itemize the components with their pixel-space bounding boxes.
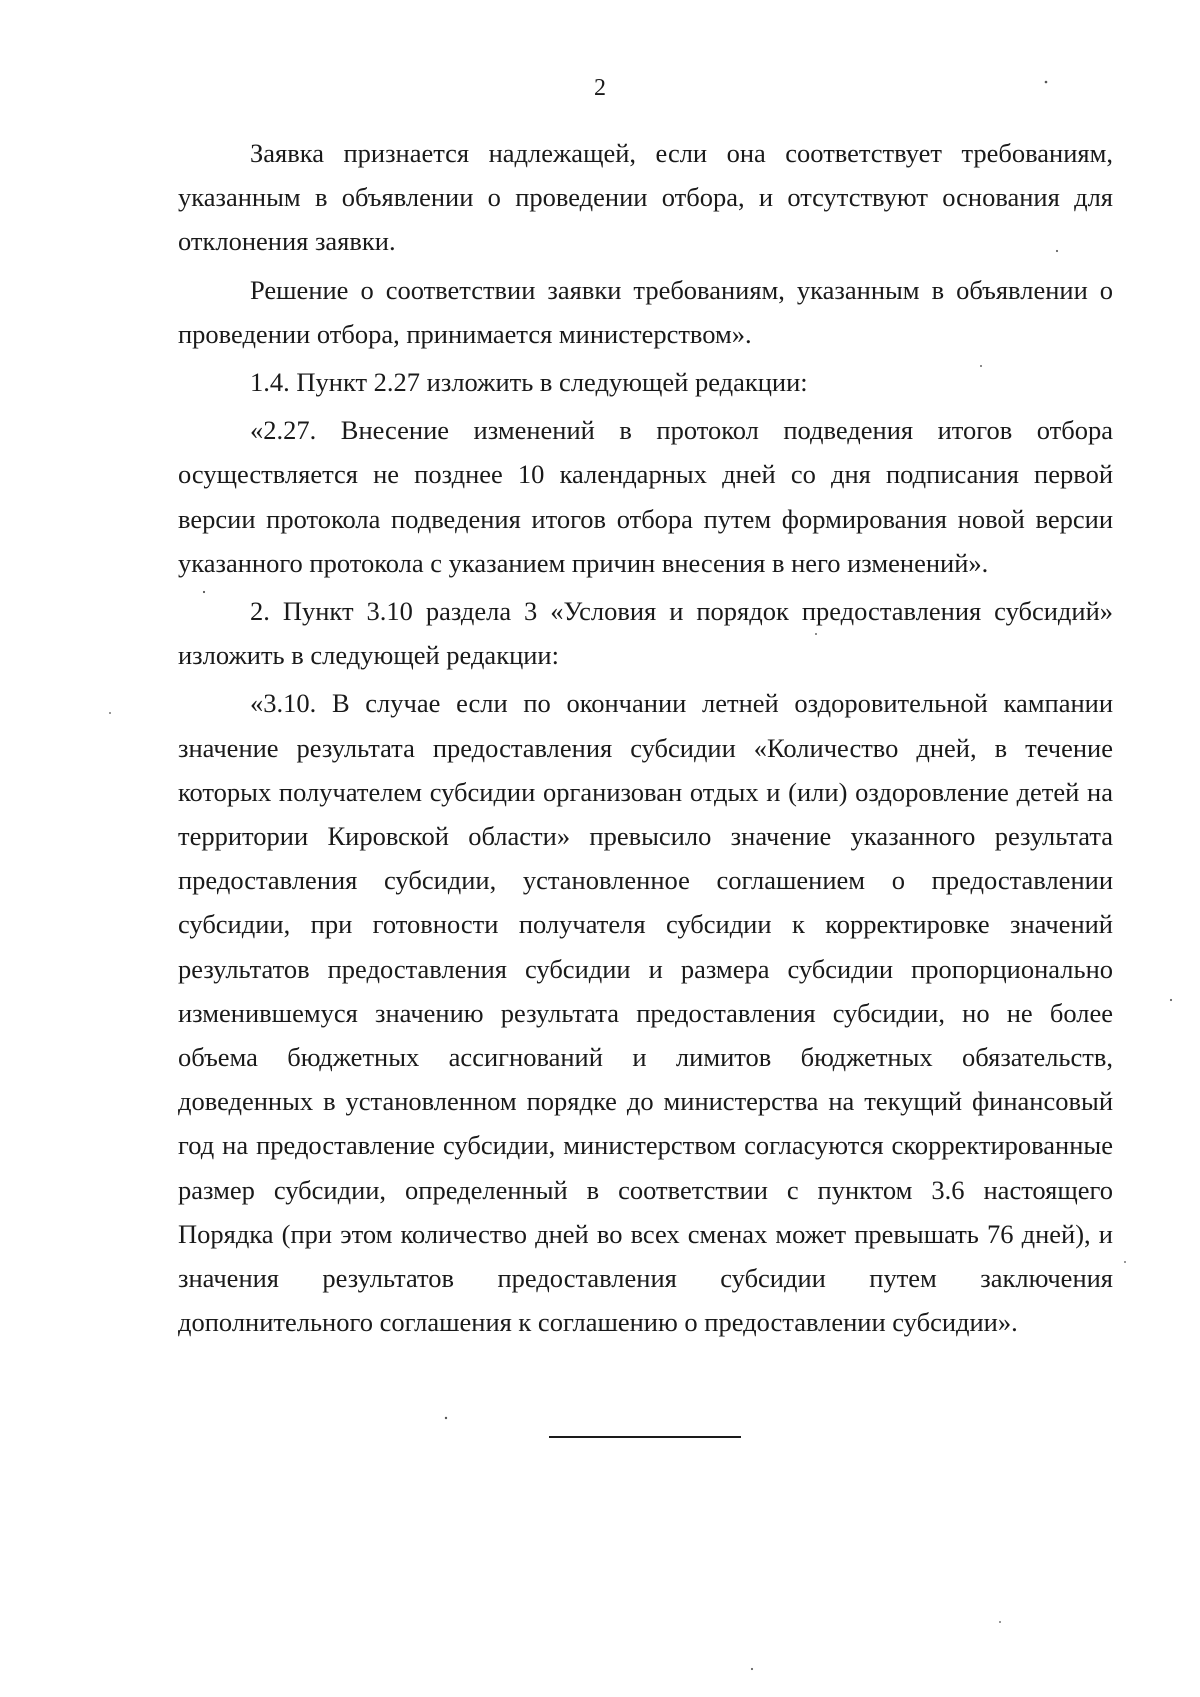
paragraph-decision: Решение о соответствии заявки требованиям, указанным в объявлении о проведении отбора, принимается министерством». [178,274,1113,349]
page-number: 2 [594,75,606,101]
paragraph-clause-2-27: «2.27. Внесение изменений в протокол подведения итогов отбора осуществляется не позднее 10 календарных дней со дня подписания первой версии протокола подведения итогов отбора путем формирования новой версии указанного протокола с указанием причин внесения в него изменений». [178,415,1113,578]
scan-speck [1170,999,1172,1001]
document-body [178,131,1113,1348]
scan-speck [445,1417,447,1419]
paragraph-clause-1-4: 1.4. Пункт 2.27 изложить в следующей редакции: [250,367,808,398]
scan-speck [109,712,111,714]
paragraph-clause-2: 2. Пункт 3.10 раздела 3 «Условия и порядок предоставления субсидий» изложить в следующей редакции: [178,596,1113,671]
scan-speck [999,1621,1001,1623]
end-separator-line [549,1436,741,1438]
scan-speck [751,1668,753,1670]
paragraph-application-proper: Заявка признается надлежащей, если она соответствует требованиям, указанным в объявлении о проведении отбора, и отсутствуют основания для отклонения заявки. [178,138,1113,257]
scan-speck [1124,1261,1126,1263]
paragraph-clause-3-10: «3.10. В случае если по окончании летней оздоровительной кампании значение результата предоставления субсидии «Количество дней, в течение которых получателем субсидии организован отдых и (или) оздоровление детей на территории Кировской области» превысило значение указанного результата предоставления субсидии, установленное соглашением о предоставлении субсидии, при готовности получателя субсидии к корректировке значений результатов предоставления субсидии и размера субсидии пропорционально изменившемуся значению результата предоставления субсидии, но не более объема бюджетных ассигнований и лимитов бюджетных обязательств, доведенных в установленном порядке до министерства на текущий финансовый год на предоставление субсидии, министерством согласуются скорректированные размер субсидии, определенный в соответствии с пунктом 3.6 настоящего Порядка (при этом количество дней во всех сменах может превышать 76 дней), и значения результатов предоставления субсидии путем заключения дополнительного соглашения к соглашению о предоставлении субсидии». [178,688,1113,1338]
